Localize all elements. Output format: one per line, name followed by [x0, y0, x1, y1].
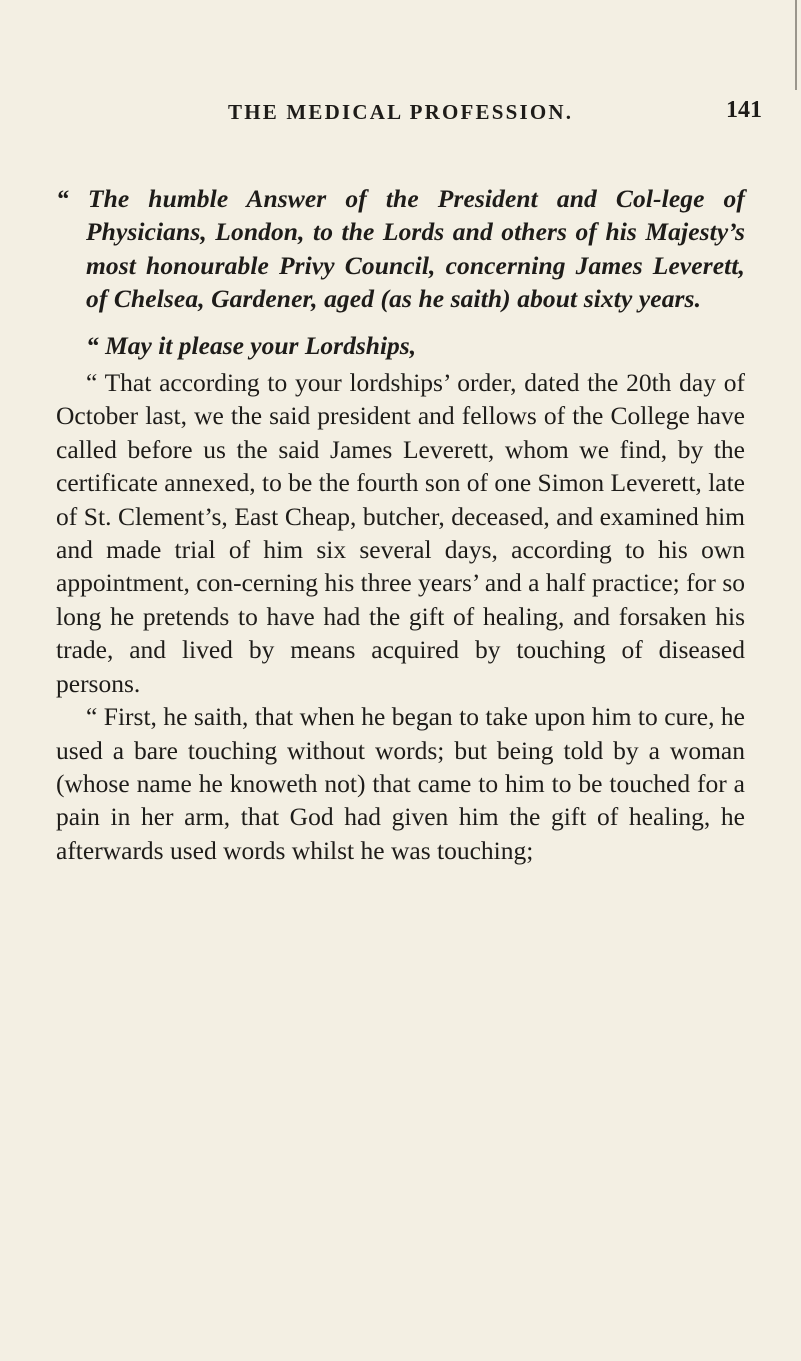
- paragraph-1: “ That according to your lordships’ order, dated the 20th day of October last, we the said president and fellows of the College have called before us the said James Leverett, whom we find, by the certificate annexed, to be the fourth son of one Simon Leverett, late of St. Clement’s, East Cheap, butcher, deceased, and examined him and made trial of him six several days, according to his own appointment, con-cerning his three years’ and a half practice; for so long he pretends to have had the gift of healing, and forsaken his trade, and lived by means acquired by touching of diseased persons.: [56, 368, 745, 698]
- running-header: [0, 97, 801, 140]
- salutation: “ May it please your Lordships,: [86, 330, 417, 360]
- paragraph-2: “ First, he saith, that when he began to take upon him to cure, he used a bare touching without words; but being told by a woman (whose name he knoweth not) that came to him to be touched for a pain in her arm, that God had given him the gift of healing, he afterwards used words whilst he was touching;: [56, 702, 745, 865]
- running-title: THE MEDICAL PROFESSION.: [228, 100, 574, 124]
- document-heading: “ The humble Answer of the President and Col-lege of Physicians, London, to the Lords and others of his Majesty’s most honourable Privy Council, concerning James Leverett, of Chelsea, Gardener, aged (as he saith) about sixty years.: [56, 184, 745, 314]
- page-number: 141: [726, 97, 762, 123]
- document-body: [56, 182, 745, 867]
- page-edge-shadow: [795, 0, 797, 90]
